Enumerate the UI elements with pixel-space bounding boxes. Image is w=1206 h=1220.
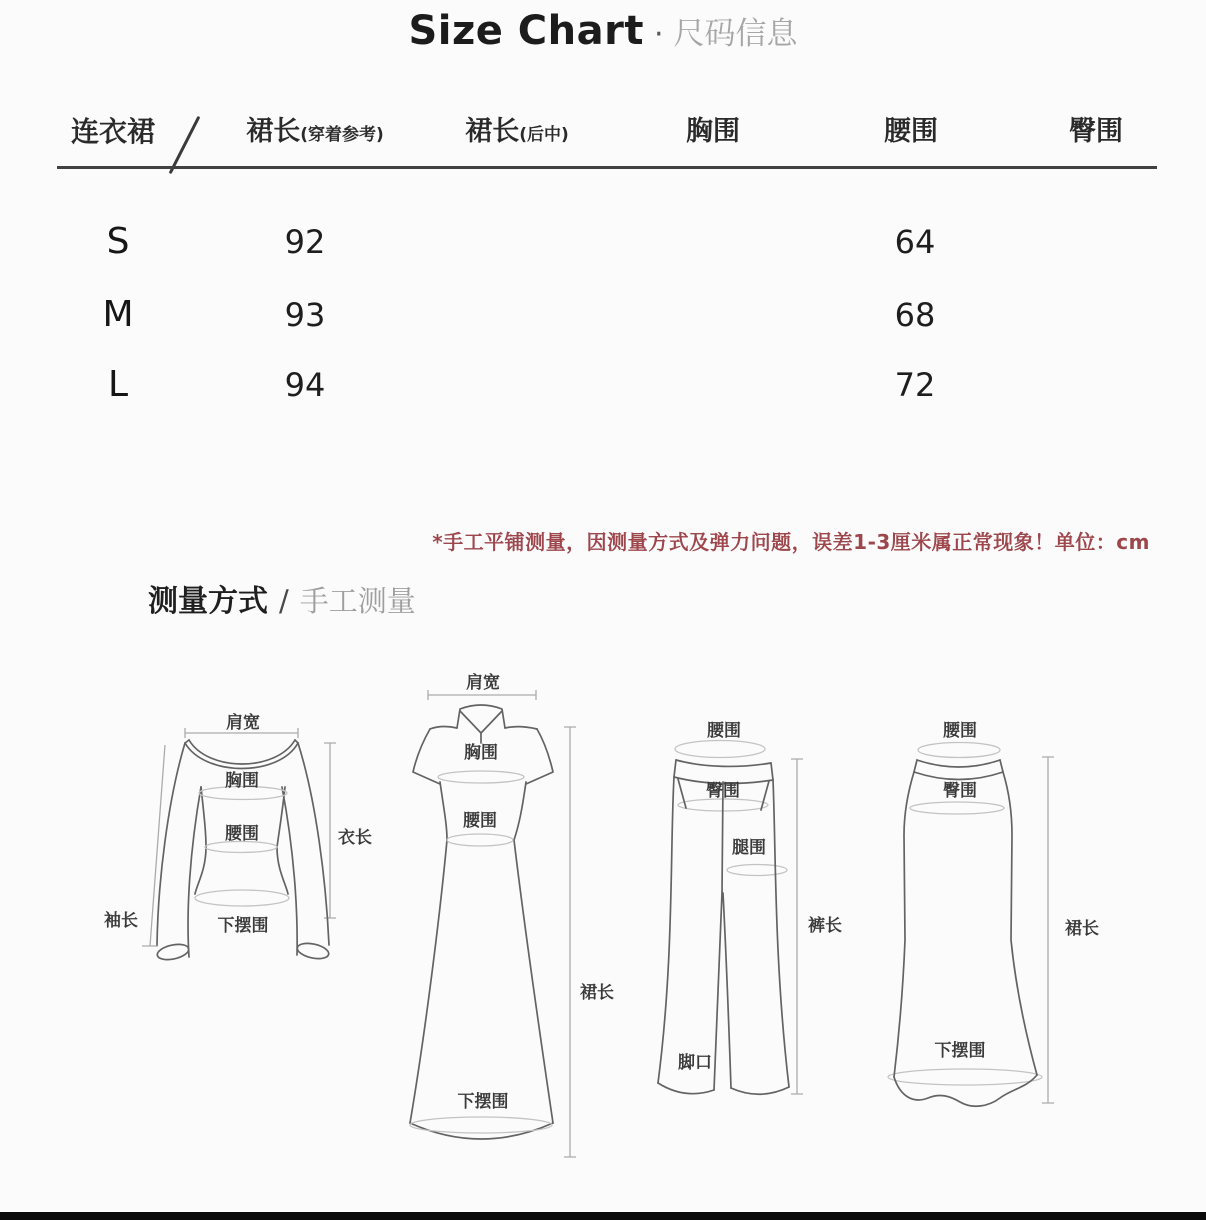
dress-length-label: 裙长 [580,983,614,1003]
row-m-length: 93 [284,296,326,334]
title-dot: · [653,17,664,52]
dress-hem-label: 下摆围 [457,1092,509,1112]
skirt-diagram [860,700,1110,1110]
skirt-hip-label: 臀围 [943,781,977,801]
pants-diagram [640,700,855,1110]
pants-thigh-label: 腿围 [732,838,766,858]
dress-shoulder-label: 肩宽 [466,673,500,693]
pants-girth-ellipses [675,741,787,876]
bottom-black-bar [0,1212,1206,1220]
skirt-length-label: 裙长 [1065,919,1099,939]
pants-dimension-lines [791,759,803,1094]
row-s-length: 92 [284,223,326,261]
measure-title: 测量方式 [148,584,268,619]
pants-waist-label: 腰围 [707,721,741,741]
top-waist-label: 腰围 [225,824,259,844]
top-length-label: 衣长 [338,828,372,848]
row-m-size: M [102,294,134,335]
dress-dimension-lines [428,690,576,1157]
table-header-back-length: 裙长(后中) [465,116,569,147]
measurement-note: *手工平铺测量，因测量方式及弹力问题，误差1-3厘米属正常现象！单位：cm [432,530,1150,554]
skirt-waist-label: 腰围 [943,721,977,741]
pants-length-label: 裤长 [808,916,842,936]
title-zh: 尺码信息 [673,16,798,52]
top-sleeve-label: 袖长 [104,911,138,931]
measure-section-heading [148,576,416,620]
page-title [0,8,1206,54]
dress-bust-label: 胸围 [464,743,498,763]
measure-divider: / [279,584,289,618]
row-s-waist: 64 [894,223,936,261]
title-en: Size Chart [408,8,644,54]
pants-outline [658,760,789,1094]
table-header-hip: 臀围 [1069,116,1123,147]
top-girth-ellipses [195,787,289,907]
pants-leg-opening-label: 脚口 [678,1053,712,1073]
table-category-header: 连衣裙 [70,115,155,148]
measure-subtitle: 手工测量 [299,584,416,618]
dress-diagram [380,665,630,1175]
table-header-length-ref: 裙长(穿着参考) [246,116,384,147]
row-s-size: S [106,221,130,262]
top-garment-diagram [90,690,380,990]
row-l-length: 94 [284,366,326,404]
dress-waist-label: 腰围 [463,811,497,831]
row-l-waist: 72 [894,366,936,404]
dress-outline [410,705,553,1139]
top-hem-label: 下摆围 [217,916,269,936]
top-bust-label: 胸围 [225,771,259,791]
row-l-size: L [107,364,129,405]
skirt-hem-label: 下摆围 [934,1041,986,1061]
top-shoulder-label: 肩宽 [226,713,260,733]
table-header-rule [57,166,1157,169]
table-header-waist: 腰围 [884,116,938,147]
skirt-dimension-lines [1042,757,1054,1103]
pants-hip-label: 臀围 [706,781,740,801]
row-m-waist: 68 [894,296,936,334]
table-header-bust: 胸围 [686,116,740,147]
